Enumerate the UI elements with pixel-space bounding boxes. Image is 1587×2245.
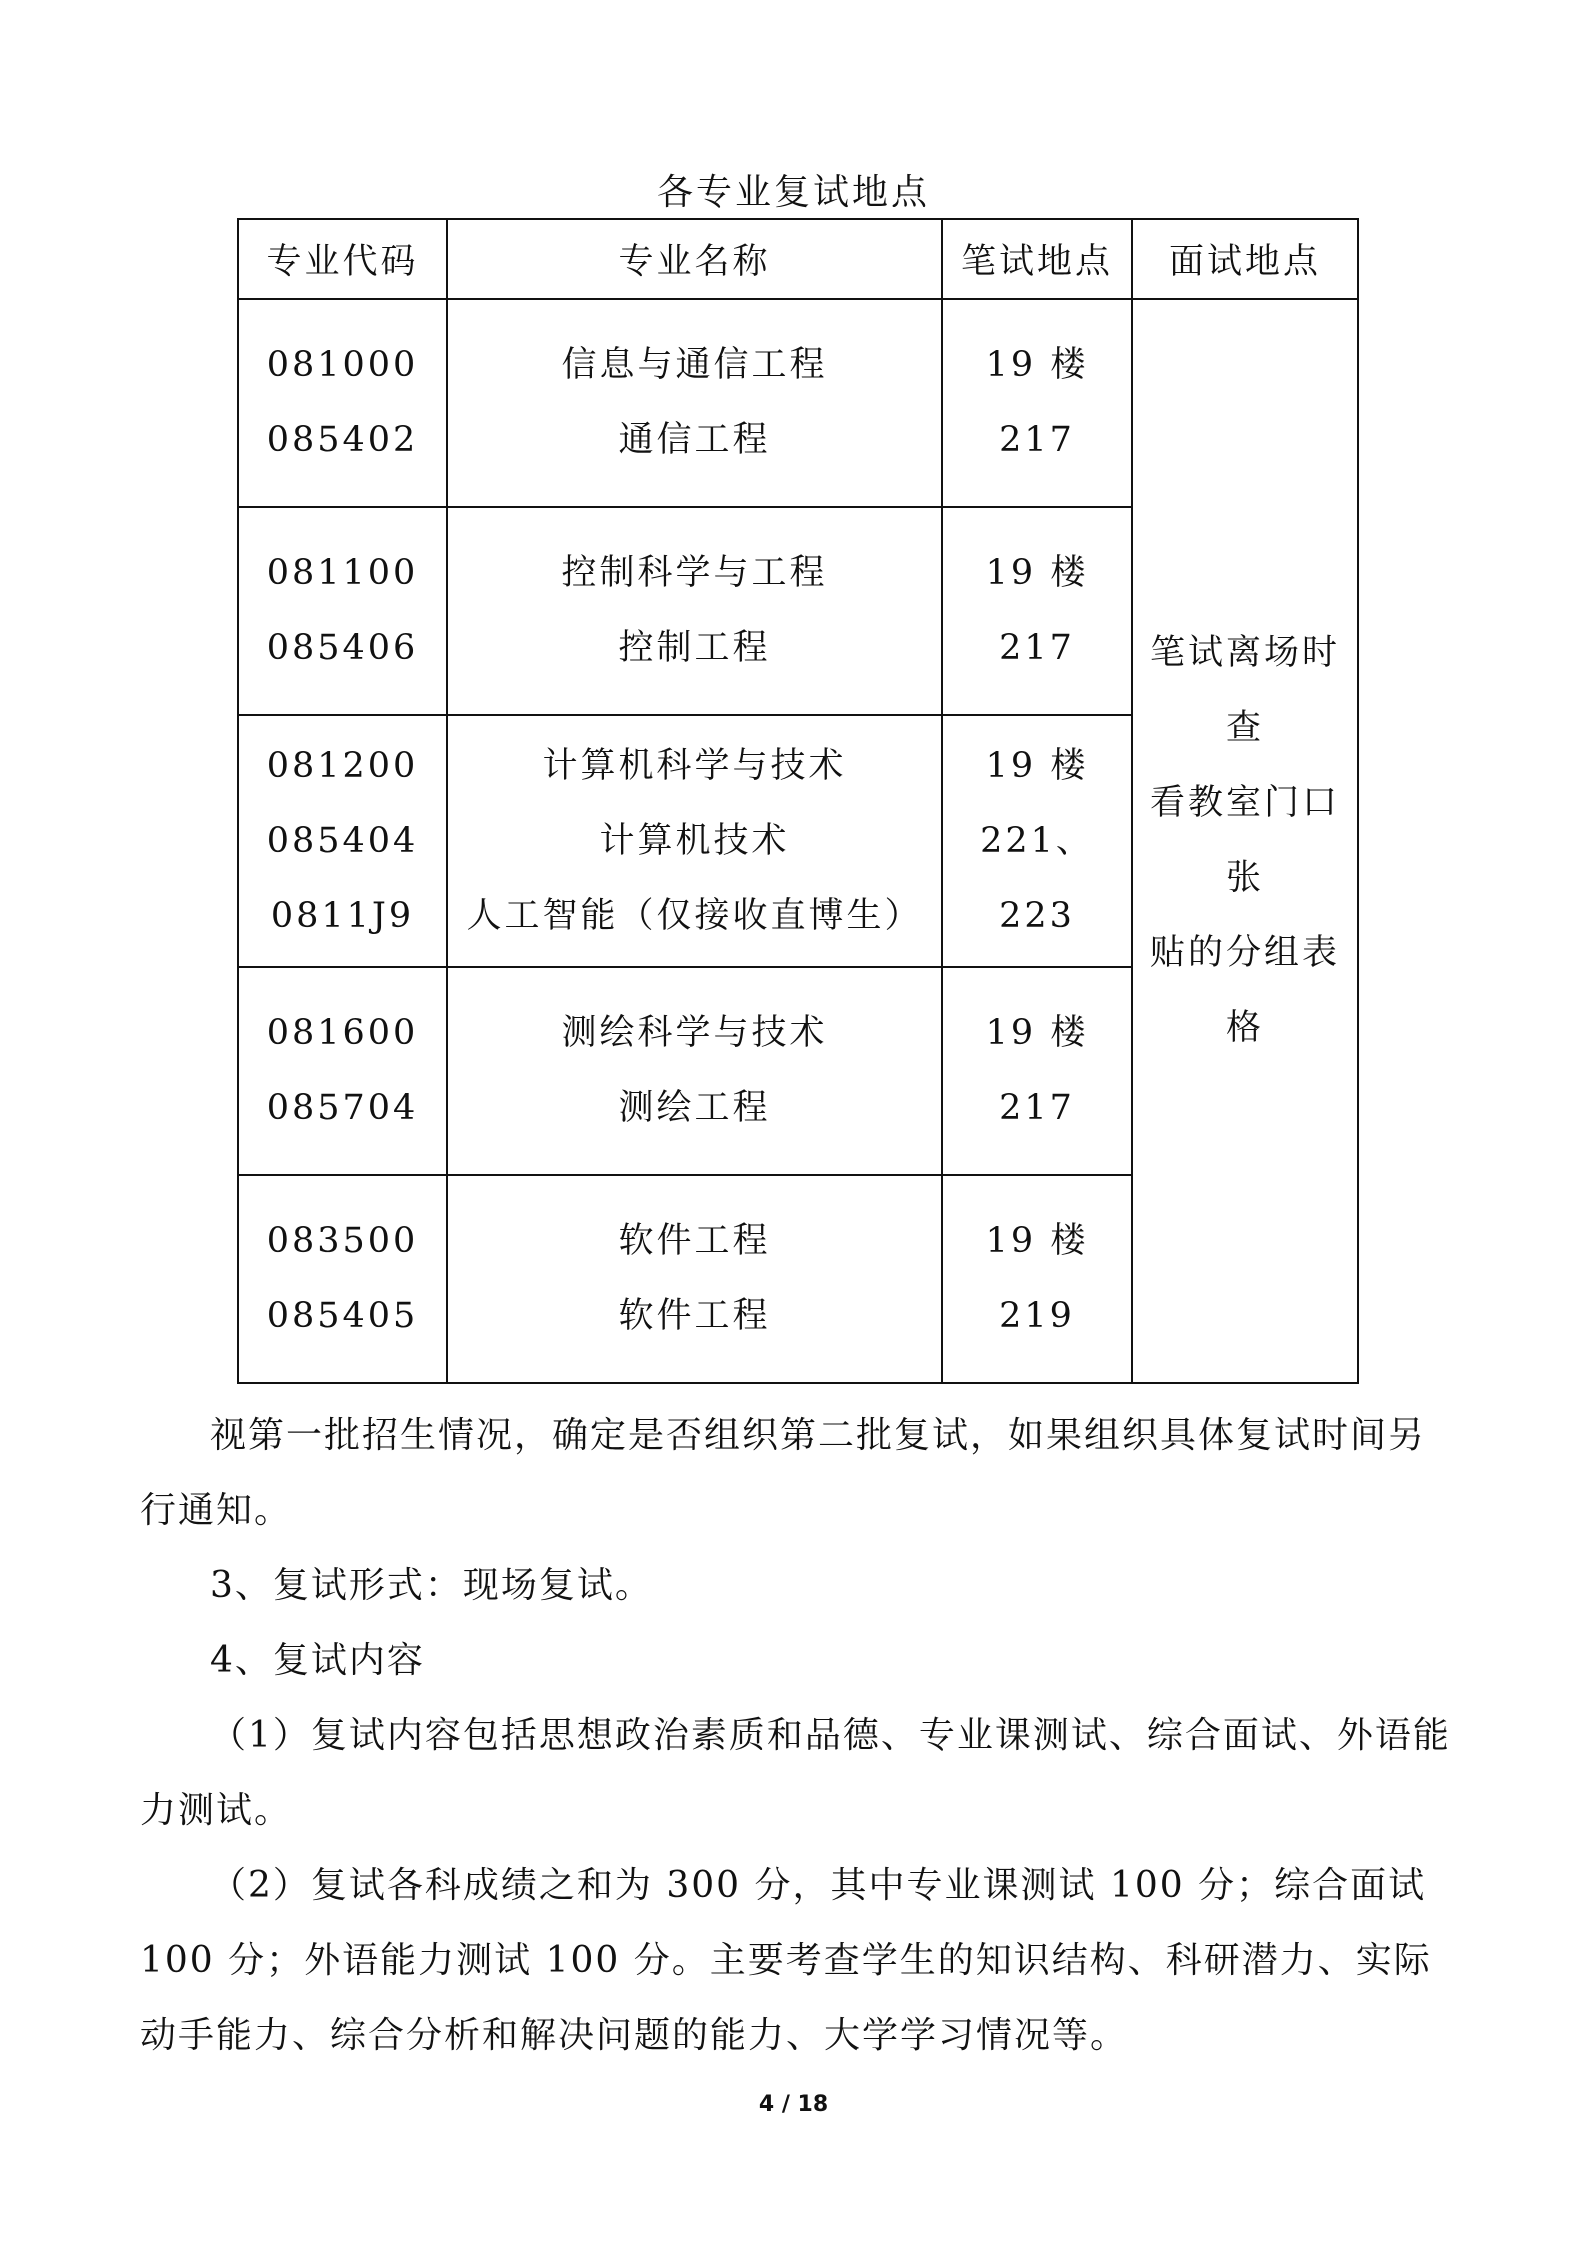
written-location-line: 19 楼 217 <box>985 1013 1089 1128</box>
major-name: 信息与通信工程 <box>561 345 828 385</box>
major-name: 计算机技术 <box>599 820 790 861</box>
header-name: 专业名称 <box>447 219 942 299</box>
written-location-line: 19 楼 <box>985 745 1089 786</box>
major-name: 通信工程 <box>618 420 771 460</box>
paragraph-content-1: （1）复试内容包括思想政治素质和品德、专业课测试、综合面试、外语能力测试。 <box>140 1715 1451 1831</box>
major-code: 085406 <box>266 628 419 668</box>
written-location-line: 19 楼 217 <box>985 553 1089 668</box>
written-location <box>942 299 1132 507</box>
major-code: 085402 <box>266 420 419 460</box>
written-location-line: 221、223 <box>980 820 1094 936</box>
paragraph-content-2: （2）复试各科成绩之和为 300 分，其中专业课测试 100 分；综合面试 100 分；外语能力测试 100 分。主要考查学生的知识结构、科研潜力、实际动手能力、综合分析和解决问题的能力、大学学习情况等。 <box>140 1865 1432 2056</box>
major-names <box>447 967 942 1175</box>
written-location <box>942 967 1132 1175</box>
major-names <box>447 507 942 715</box>
venue-table <box>237 218 1359 1384</box>
table-row <box>238 299 1358 507</box>
major-code: 085704 <box>266 1088 419 1128</box>
written-location-line: 19 楼 219 <box>985 1221 1089 1336</box>
paragraph-second-batch: 视第一批招生情况，确定是否组织第二批复试，如果组织具体复试时间另行通知。 <box>140 1415 1427 1531</box>
paragraph-format: 3、复试形式：现场复试。 <box>210 1565 653 1606</box>
page-number: 4 / 18 <box>758 2092 829 2117</box>
major-code: 0811J9 <box>270 895 415 936</box>
major-names <box>447 715 942 967</box>
major-codes <box>238 299 447 507</box>
major-code: 085405 <box>266 1296 419 1336</box>
major-name: 测绘科学与技术 <box>561 1013 828 1053</box>
major-name: 计算机科学与技术 <box>542 745 847 786</box>
interview-line: 看教室门口张 <box>1149 783 1340 898</box>
major-codes <box>238 715 447 967</box>
table-header-row <box>238 219 1358 299</box>
major-code: 081600 <box>266 1013 419 1053</box>
major-name: 控制工程 <box>618 628 771 668</box>
table-caption: 各专业复试地点 <box>656 172 930 213</box>
major-codes <box>238 507 447 715</box>
major-codes <box>238 967 447 1175</box>
major-name: 控制科学与工程 <box>561 553 828 593</box>
major-name: 软件工程 <box>618 1296 771 1336</box>
major-code: 085404 <box>266 820 419 861</box>
header-interview: 面试地点 <box>1132 219 1358 299</box>
major-names <box>447 1175 942 1383</box>
written-location <box>942 1175 1132 1383</box>
paragraph-content-heading: 4、复试内容 <box>210 1640 425 1681</box>
major-names <box>447 299 942 507</box>
interview-location <box>1132 299 1358 1383</box>
written-location <box>942 507 1132 715</box>
major-code: 081100 <box>266 553 419 593</box>
major-codes <box>238 1175 447 1383</box>
header-code: 专业代码 <box>238 219 447 299</box>
major-code: 083500 <box>266 1221 419 1261</box>
interview-line: 贴的分组表格 <box>1149 933 1340 1048</box>
written-location-line: 19 楼 217 <box>985 345 1089 460</box>
major-code: 081200 <box>266 745 419 786</box>
written-location <box>942 715 1132 967</box>
interview-line: 笔试离场时查 <box>1149 633 1340 748</box>
major-name: 人工智能（仅接收直博生） <box>466 895 923 936</box>
header-written: 笔试地点 <box>942 219 1132 299</box>
major-code: 081000 <box>266 345 419 385</box>
major-name: 软件工程 <box>618 1221 771 1261</box>
major-name: 测绘工程 <box>618 1088 771 1128</box>
